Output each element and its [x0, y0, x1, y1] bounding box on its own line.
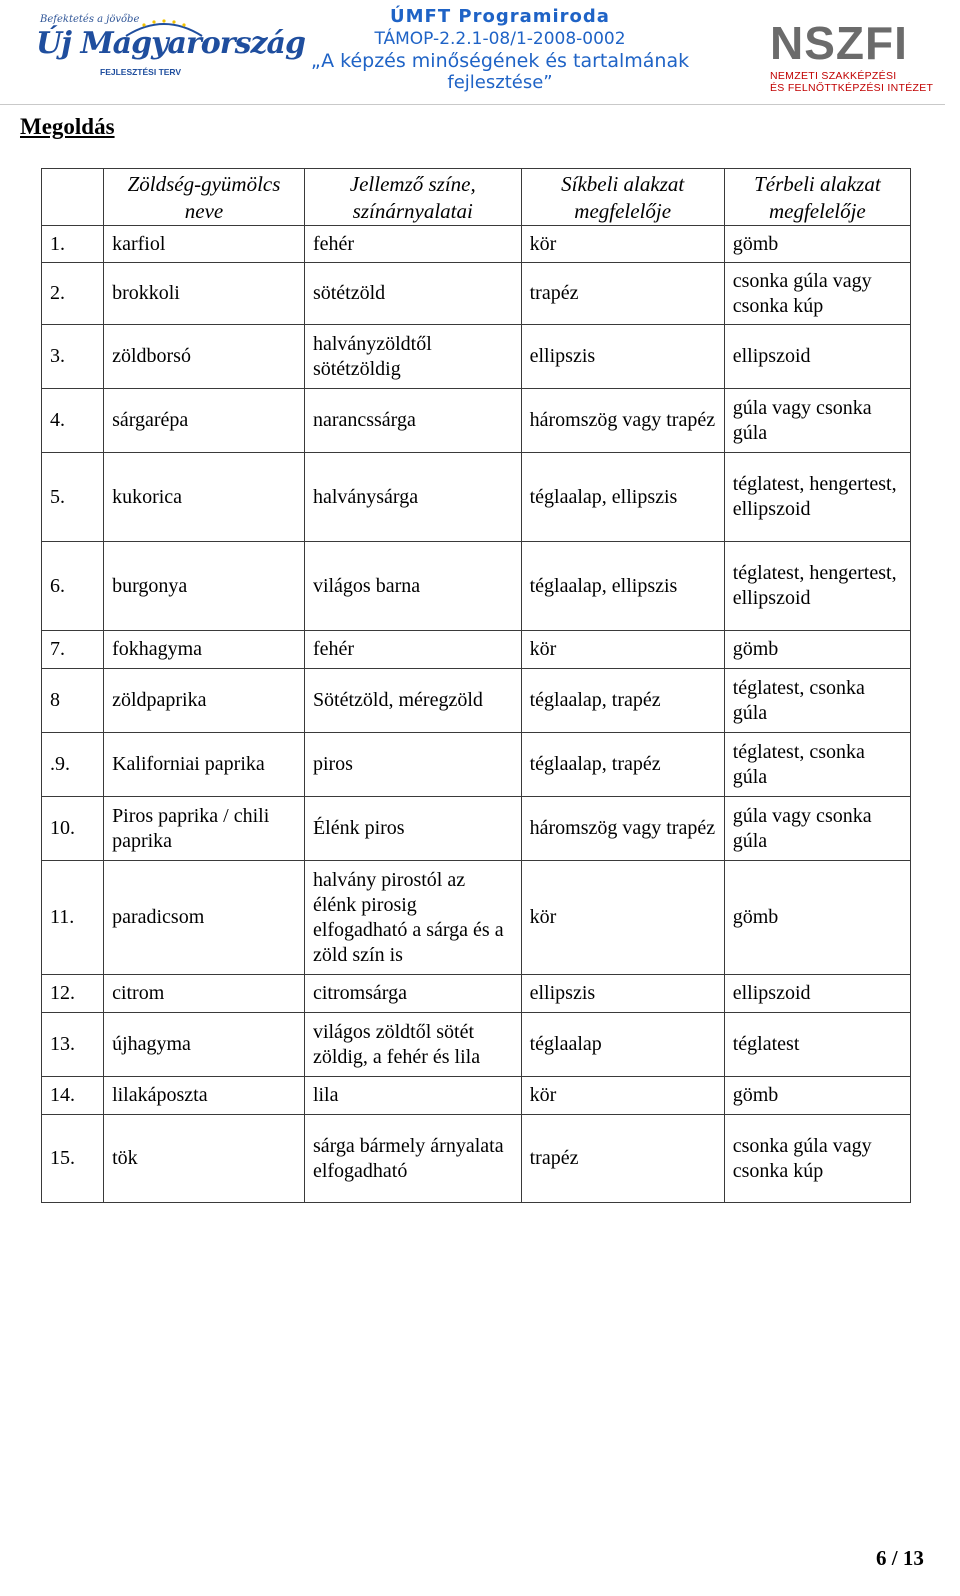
cell-color: sárga bármely árnyalata elfogadható — [304, 1115, 521, 1203]
cell-num: 5. — [42, 453, 104, 542]
header-divider — [0, 104, 945, 105]
cell-space: gúla vagy csonka gúla — [724, 797, 910, 861]
table-row — [42, 797, 911, 861]
cell-plane: kör — [521, 631, 724, 669]
page-title: Megoldás — [20, 114, 115, 139]
cell-num: 7. — [42, 631, 104, 669]
cell-space: ellipszoid — [724, 325, 910, 389]
cell-space: gömb — [724, 226, 910, 263]
table-row — [42, 1013, 911, 1077]
cell-num: .9. — [42, 733, 104, 797]
cell-plane: kör — [521, 1077, 724, 1115]
cell-name: Kaliforniai paprika — [104, 733, 305, 797]
cell-num: 4. — [42, 389, 104, 453]
header-cell-space: Térbeli alakzat megfelelője — [724, 169, 910, 226]
cell-plane: téglaalap, trapéz — [521, 669, 724, 733]
cell-name: burgonya — [104, 542, 305, 631]
cell-color: lila — [304, 1077, 521, 1115]
cell-name: citrom — [104, 975, 305, 1013]
table-row — [42, 226, 911, 263]
cell-name: újhagyma — [104, 1013, 305, 1077]
cell-name: karfiol — [104, 226, 305, 263]
cell-color: Élénk piros — [304, 797, 521, 861]
cell-name: tök — [104, 1115, 305, 1203]
table-row — [42, 389, 911, 453]
cell-color: fehér — [304, 631, 521, 669]
table-row — [42, 263, 911, 325]
cell-name: brokkoli — [104, 263, 305, 325]
cell-space: téglatest, csonka gúla — [724, 733, 910, 797]
cell-plane: trapéz — [521, 1115, 724, 1203]
cell-plane: téglaalap — [521, 1013, 724, 1077]
table-row — [42, 975, 911, 1013]
cell-space: gúla vagy csonka gúla — [724, 389, 910, 453]
cell-space: téglatest, hengertest, ellipszoid — [724, 453, 910, 542]
cell-plane: trapéz — [521, 263, 724, 325]
cell-color: világos barna — [304, 542, 521, 631]
logo-subtitle: FEJLESZTÉSI TERV — [100, 67, 182, 77]
cell-space: téglatest — [724, 1013, 910, 1077]
cell-space: téglatest, csonka gúla — [724, 669, 910, 733]
cell-color: fehér — [304, 226, 521, 263]
header-cell-num — [42, 169, 104, 226]
cell-plane: ellipszis — [521, 325, 724, 389]
cell-space: gömb — [724, 631, 910, 669]
cell-num: 15. — [42, 1115, 104, 1203]
cell-num: 6. — [42, 542, 104, 631]
cell-num: 14. — [42, 1077, 104, 1115]
table-row — [42, 1077, 911, 1115]
page-number: 6 / 13 — [876, 1546, 924, 1570]
cell-color: citromsárga — [304, 975, 521, 1013]
cell-plane: háromszög vagy trapéz — [521, 389, 724, 453]
nszfi-line-2: ÉS FELNŐTTKÉPZÉSI INTÉZET — [770, 82, 934, 94]
table-row — [42, 1115, 911, 1203]
cell-name: sárgarépa — [104, 389, 305, 453]
cell-num: 13. — [42, 1013, 104, 1077]
cell-plane: téglaalap, ellipszis — [521, 542, 724, 631]
cell-name: fokhagyma — [104, 631, 305, 669]
cell-space: csonka gúla vagy csonka kúp — [724, 1115, 910, 1203]
header-line-3: „A képzés minőségének és tartalmának — [310, 50, 690, 72]
nszfi-logo — [770, 12, 955, 92]
cell-color: világos zöldtől sötét zöldig, a fehér és lila — [304, 1013, 521, 1077]
cell-plane: háromszög vagy trapéz — [521, 797, 724, 861]
cell-plane: téglaalap, ellipszis — [521, 453, 724, 542]
table-row — [42, 861, 911, 975]
cell-plane: téglaalap, trapéz — [521, 733, 724, 797]
cell-num: 3. — [42, 325, 104, 389]
cell-name: zöldpaprika — [104, 669, 305, 733]
cell-space: gömb — [724, 1077, 910, 1115]
logo-tagline: Befektetés a jövőbe — [40, 14, 140, 25]
logo-brand: Új Magyarország — [36, 26, 305, 61]
cell-num: 1. — [42, 226, 104, 263]
cell-num: 11. — [42, 861, 104, 975]
header-line-2: TÁMOP-2.2.1-08/1-2008-0002 — [374, 29, 626, 49]
cell-name: Piros paprika / chili paprika — [104, 797, 305, 861]
nszfi-line-1: NEMZETI SZAKKÉPZÉSI — [770, 70, 897, 82]
cell-name: lilakáposzta — [104, 1077, 305, 1115]
cell-color: halványsárga — [304, 453, 521, 542]
cell-space: téglatest, hengertest, ellipszoid — [724, 542, 910, 631]
cell-num: 10. — [42, 797, 104, 861]
table-header-row — [42, 169, 911, 226]
cell-num: 8 — [42, 669, 104, 733]
table-row — [42, 733, 911, 797]
nszfi-mark: NSZFI — [770, 17, 908, 69]
cell-space: csonka gúla vagy csonka kúp — [724, 263, 910, 325]
cell-name: kukorica — [104, 453, 305, 542]
table-row — [42, 453, 911, 542]
cell-color: sötétzöld — [304, 263, 521, 325]
cell-color: Sötétzöld, méregzöld — [304, 669, 521, 733]
cell-color: piros — [304, 733, 521, 797]
cell-name: zöldborsó — [104, 325, 305, 389]
cell-color: halvány pirostól az élénk pirosig elfogadható a sárga és a zöld szín is — [304, 861, 521, 975]
header-line-4: fejlesztése” — [447, 72, 553, 93]
table-row — [42, 631, 911, 669]
cell-name: paradicsom — [104, 861, 305, 975]
header-cell-color: Jellemző színe, színárnyalatai — [304, 169, 521, 226]
solution-table — [41, 168, 911, 1203]
cell-num: 12. — [42, 975, 104, 1013]
cell-plane: kör — [521, 861, 724, 975]
cell-space: gömb — [724, 861, 910, 975]
cell-color: halványzöldtől sötétzöldig — [304, 325, 521, 389]
project-header — [290, 6, 710, 94]
uj-magyarorszag-logo — [36, 12, 305, 90]
cell-space: ellipszoid — [724, 975, 910, 1013]
cell-color: narancssárga — [304, 389, 521, 453]
cell-plane: kör — [521, 226, 724, 263]
header-line-1: ÚMFT Programiroda — [390, 6, 610, 27]
page-header — [0, 0, 960, 110]
table-row — [42, 542, 911, 631]
table-row — [42, 325, 911, 389]
table-row — [42, 669, 911, 733]
cell-num: 2. — [42, 263, 104, 325]
header-cell-name: Zöldség-gyümölcs neve — [104, 169, 305, 226]
cell-plane: ellipszis — [521, 975, 724, 1013]
header-cell-plane: Síkbeli alakzat megfelelője — [521, 169, 724, 226]
